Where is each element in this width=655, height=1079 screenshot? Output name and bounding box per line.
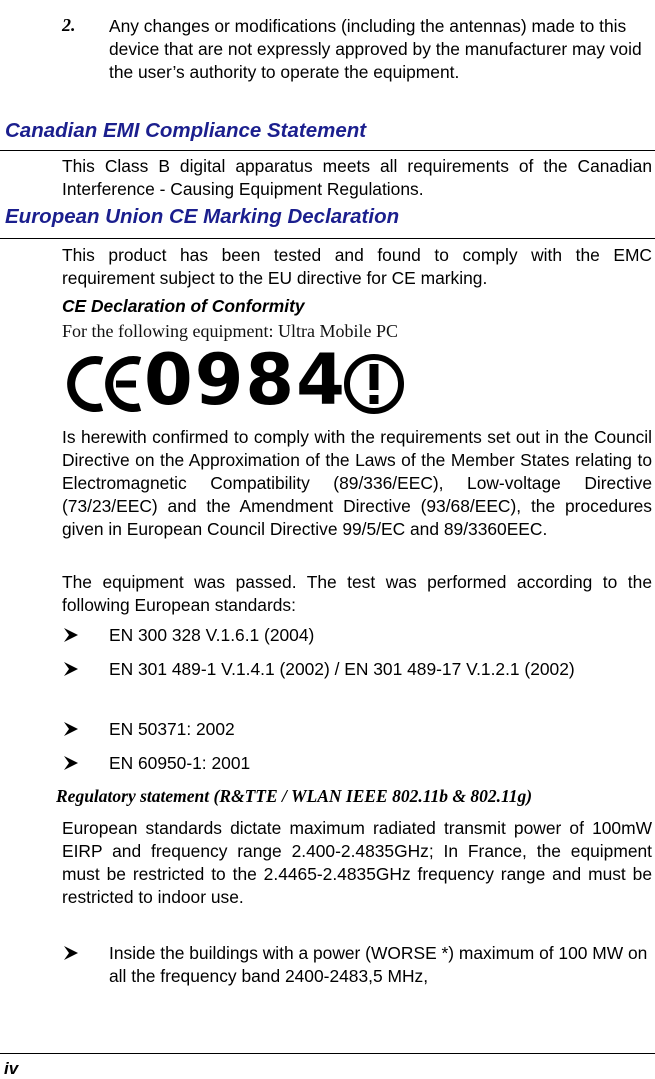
ce-mark-icon: [62, 348, 146, 420]
numbered-item: [62, 15, 652, 84]
arrow-bullet-icon: [63, 661, 79, 677]
passed-paragraph: The equipment was passed. The test was performed according to the following European standards:: [62, 572, 652, 615]
regulatory-body: European standards dictate maximum radiated transmit power of 100mW EIRP and frequency range 2.400-2.4835GHz; In France, the equipment must be restricted to the 2.4465-2.4835GHz frequency range and must be restricted to indoor use.: [62, 818, 652, 907]
item-text: Any changes or modifications (including the antennas) made to this device that are not expressly approved by the manufacturer may void the user’s authority to operate the equipment.: [109, 16, 642, 82]
alert-class-icon: [342, 348, 406, 420]
list-item: EN 60950-1: 2001: [109, 753, 251, 773]
heading-rule: [0, 238, 655, 239]
canadian-heading: Canadian EMI Compliance Statement: [5, 119, 367, 142]
equipment-line: For the following equipment: Ultra Mobile PC: [62, 321, 398, 341]
heading-rule: [0, 150, 655, 151]
footer-rule: [0, 1053, 655, 1054]
list-item: EN 50371: 2002: [109, 719, 235, 739]
confirm-paragraph: Is herewith confirmed to comply with the requirements set out in the Council Directive on the Approximation of the Laws of the Member States relating to Electromagnetic Compatibility (89/336/EEC), Low-voltage Directive (73/23/EEC) and the Amendment Directive (93/68/EEC), the procedures given in European Council Directive 99/5/EC and 89/3360EEC.: [62, 427, 652, 539]
ce-mark-block: [62, 339, 412, 421]
list-item: Inside the buildings with a power (WORSE *) maximum of 100 MW on all the frequency band 2400-2483,5 MHz,: [109, 943, 648, 986]
list-item: EN 300 328 V.1.6.1 (2004): [109, 625, 315, 645]
canadian-body: This Class B digital apparatus meets all requirements of the Canadian Interference - Causing Equipment Regulations.: [62, 156, 652, 199]
arrow-bullet-icon: [63, 627, 79, 643]
item-number: 2.: [62, 15, 76, 35]
eu-body: This product has been tested and found to comply with the EMC requirement subject to the EU directive for CE marking.: [62, 245, 652, 288]
regulatory-heading: Regulatory statement (R&TTE / WLAN IEEE 802.11b & 802.11g): [56, 786, 533, 806]
eu-heading: European Union CE Marking Declaration: [5, 205, 400, 228]
list-item: EN 301 489-1 V.1.4.1 (2002) / EN 301 489-17 V.1.2.1 (2002): [109, 659, 575, 679]
arrow-bullet-icon: [63, 755, 79, 771]
arrow-bullet-icon: [63, 945, 79, 961]
ce-declaration-subheading: CE Declaration of Conformity: [62, 296, 305, 316]
arrow-bullet-icon: [63, 721, 79, 737]
page-number: iv: [4, 1059, 19, 1078]
notified-body-number: 0984: [144, 339, 347, 421]
